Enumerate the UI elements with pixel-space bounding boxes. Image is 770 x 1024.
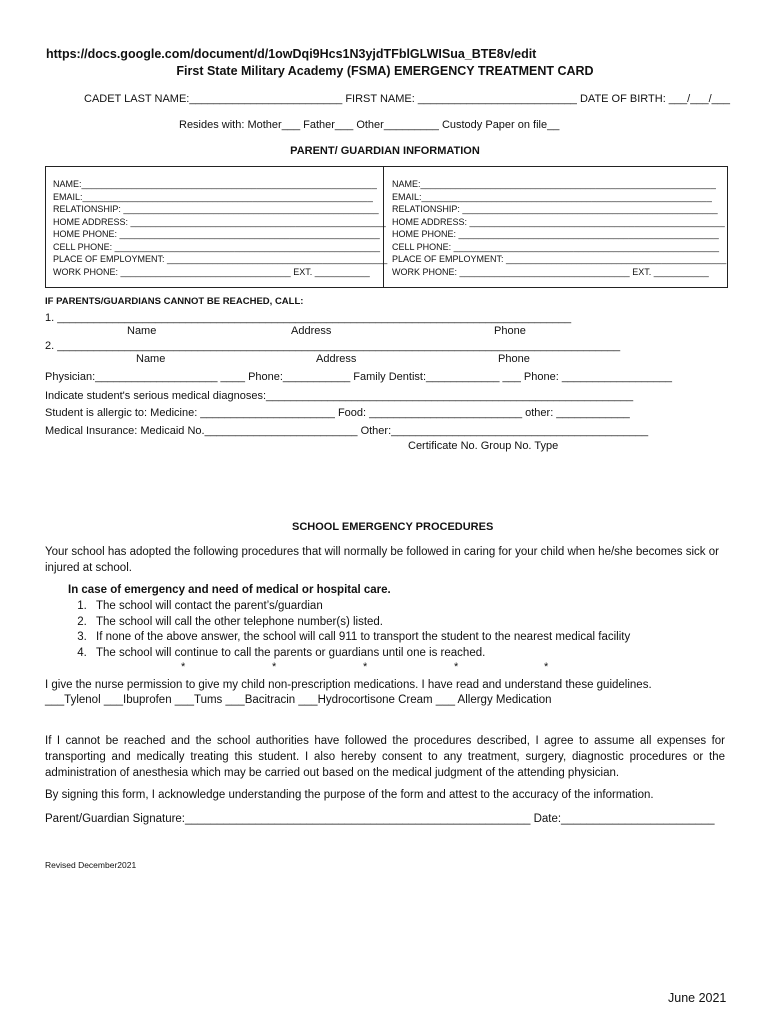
separator-star: * bbox=[272, 661, 277, 673]
contact-address-label: Address bbox=[316, 353, 357, 365]
procedures-heading: SCHOOL EMERGENCY PROCEDURES bbox=[292, 521, 494, 533]
contact-line-2: 2. ____________________________________________________________________________________________ bbox=[45, 340, 621, 352]
guardian-right-field: PLACE OF EMPLOYMENT: ____________________________________________ bbox=[392, 254, 727, 264]
guardian-left-column bbox=[53, 178, 387, 278]
revised-note: Revised December2021 bbox=[45, 860, 137, 870]
emergency-contacts-heading: IF PARENTS/GUARDIANS CANNOT BE REACHED, CALL: bbox=[45, 296, 304, 307]
resides-with-line: Resides with: Mother___ Father___ Other_________ Custody Paper on file__ bbox=[179, 119, 560, 131]
emergency-case-heading: In case of emergency and need of medical or hospital care. bbox=[68, 584, 391, 596]
guardian-left-field: PLACE OF EMPLOYMENT: ____________________________________________ bbox=[53, 254, 388, 264]
guardian-right-field: EMAIL:__________________________________________________________ bbox=[392, 191, 712, 202]
guardian-right-field: WORK PHONE: __________________________________ EXT. ___________ bbox=[392, 266, 709, 277]
procedure-step: 4. The school will continue to call the parents or guardians until one is reached. bbox=[90, 646, 630, 662]
medication-options: ___Tylenol ___Ibuprofen ___Tums ___Bacitracin ___Hydrocortisone Cream ___ Allergy Medication bbox=[45, 694, 552, 706]
guardian-left-field: RELATIONSHIP: ___________________________________________________ bbox=[53, 204, 379, 214]
procedures-intro: Your school has adopted the following procedures that will normally be followed in caring for your child when he/she becomes sick or injured at school. bbox=[45, 546, 719, 574]
contact-name-label: Name bbox=[136, 353, 166, 365]
separator-star: * bbox=[363, 661, 368, 673]
guardian-left-field: NAME:___________________________________________________________ bbox=[53, 179, 377, 189]
procedure-step: 1. The school will contact the parent’s/guardian bbox=[90, 599, 630, 615]
guardian-left-field: EMAIL:__________________________________________________________ bbox=[53, 191, 373, 202]
separator-star: * bbox=[181, 661, 186, 673]
cadet-name-dob-line: CADET LAST NAME:_________________________ FIRST NAME: __________________________ DATE OF BIRTH: ___/___/___ bbox=[84, 93, 730, 105]
medication-permission-text: I give the nurse permission to give my child non-prescription medications. I have read and understand these guidelines. bbox=[45, 679, 652, 691]
guardian-section-heading: PARENT/ GUARDIAN INFORMATION bbox=[290, 145, 480, 157]
guardian-left-field: WORK PHONE: __________________________________ EXT. ___________ bbox=[53, 266, 370, 277]
footer-date: June 2021 bbox=[668, 991, 727, 1005]
contact-line-1: 1. ____________________________________________________________________________________ bbox=[45, 312, 572, 324]
contact-phone-label: Phone bbox=[494, 325, 526, 337]
guardian-right-field: HOME PHONE: ____________________________________________________ bbox=[392, 229, 719, 239]
contact-address-label: Address bbox=[291, 325, 332, 337]
guardian-left-field: HOME PHONE: ____________________________________________________ bbox=[53, 229, 380, 239]
procedures-list bbox=[52, 599, 630, 661]
document-url: https://docs.google.com/document/d/1owDqi9Hcs1N3yjdTFblGLWISua_BTE8v/edit bbox=[46, 47, 537, 61]
insurance-sublabels: Certificate No. Group No. Type bbox=[408, 440, 559, 452]
guardian-info-box bbox=[45, 166, 728, 288]
allergies-line: Student is allergic to: Medicine: ______________________ Food: _________________________ other: ____________ bbox=[45, 407, 630, 419]
diagnoses-line: Indicate student's serious medical diagnoses:____________________________________________________________ bbox=[45, 390, 634, 402]
guardian-right-field: CELL PHONE: _____________________________________________________ bbox=[392, 241, 719, 252]
procedure-step: 3. If none of the above answer, the school will call 911 to transport the student to the nearest medical facility bbox=[90, 630, 630, 646]
guardian-right-field: NAME:___________________________________________________________ bbox=[392, 179, 716, 189]
guardian-right-field: RELATIONSHIP: ___________________________________________________ bbox=[392, 204, 718, 214]
acknowledgement-text: By signing this form, I acknowledge understanding the purpose of the form and attest to the accuracy of the information. bbox=[45, 789, 654, 801]
signature-line: Parent/Guardian Signature:______________________________________________________ Date:________________________ bbox=[45, 813, 715, 825]
contact-phone-label: Phone bbox=[498, 353, 530, 365]
insurance-line: Medical Insurance: Medicaid No._________________________ Other:__________________________________________ bbox=[45, 425, 649, 437]
procedure-step: 2. The school will call the other telephone number(s) listed. bbox=[90, 615, 630, 631]
guardian-right-field: HOME ADDRESS: ___________________________________________________ bbox=[392, 216, 725, 227]
form-title: First State Military Academy (FSMA) EMERGENCY TREATMENT CARD bbox=[176, 64, 594, 78]
consent-paragraph: If I cannot be reached and the school authorities have followed the procedures described, I agree to assume all expenses for transporting and medically treating this student. I also hereby consent to any treatment, surgery, diagnostic procedures or the administration of anesthesia which may be carried out based on the medical judgment of the attending physician. bbox=[45, 735, 725, 779]
guardian-left-field: HOME ADDRESS: ___________________________________________________ bbox=[53, 216, 386, 227]
separator-star: * bbox=[454, 661, 459, 673]
contact-name-label: Name bbox=[127, 325, 157, 337]
guardian-right-column bbox=[392, 178, 726, 278]
physician-line: Physician:____________________ ____ Phone:___________ Family Dentist:____________ ___ Phone: __________________ bbox=[45, 371, 672, 383]
separator-star: * bbox=[544, 661, 549, 673]
guardian-left-field: CELL PHONE: _____________________________________________________ bbox=[53, 241, 380, 252]
